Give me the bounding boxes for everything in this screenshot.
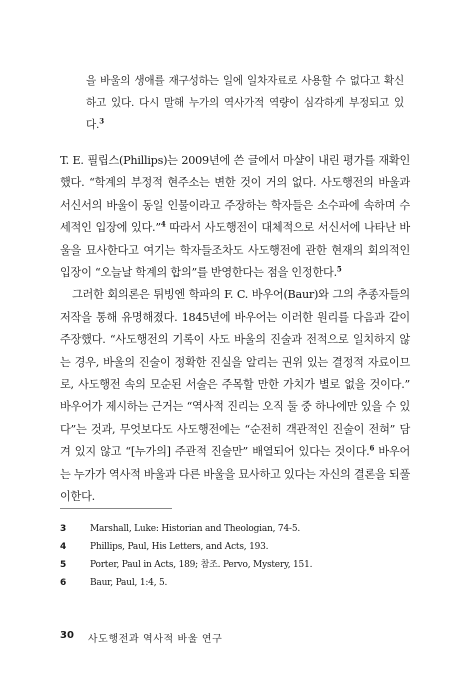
footnote-text: Marshall, Luke: Historian and Theologian, 74-5. bbox=[90, 524, 301, 534]
paragraph-2-text-a: 그러한 회의론은 튀빙엔 학파의 F. C. 바우어(Baur)와 그의 추종자들의 저작을 통해 유명해졌다. 1845년에 바우어는 이러한 원리를 다음과 같이 주장했다. “사도행전의 기록이 사도 바울의 진술과 전적으로 일치하지 않는 경우, 바울의 진술이 정확한 진실을 알리는 권위 있는 결정적 자료이므로, 사도행전 속의 모순된 서술은 주목할 만한 가치가 별로 없을 것이다.” 바우어가 제시하는 근거는 “역사적 진리는 오직 둘 중 하나에만 있을 수 있다”는 것과, 무엇보다도 사도행전에는 “순전히 객관적인 진술이 전혀” 담겨 있지 않고 “[누가의] 주관적 진술만” 배열되어 있다는 것이다. bbox=[60, 288, 410, 459]
paragraph-1-text-b: 따라서 사도행전이 대체적으로 서신서에 나타난 바울을 묘사한다고 여기는 학자들조차도 사도행전에 관한 현재의 회의적인 입장이 “오늘날 학계의 합의”를 반영한다는 점을 인정한다. bbox=[60, 221, 410, 280]
running-title: 사도행전과 역사적 바울 연구 bbox=[87, 634, 223, 645]
paragraph-1-text-a: T. E. 필립스(Phillips)는 2009년에 쓴 글에서 마샬이 내린 평가를 재확인했다. “학계의 부정적 현주소는 변한 것이 거의 없다. 사도행전의 바울과 서신서의 바울이 동일 인물이라고 주장하는 학자들은 소수파에 속하며 수세적인 입장에 있다.” bbox=[60, 154, 410, 235]
page-number: 30 bbox=[60, 630, 74, 641]
footnote-text: Phillips, Paul, His Letters, and Acts, 193. bbox=[90, 542, 269, 552]
footnote-number: 4 bbox=[60, 542, 67, 552]
paragraph-2-text-b: 바우어는 누가가 역사적 바울과 다른 바울을 묘사하고 있다는 자신의 결론을 되풀이한다. bbox=[60, 445, 411, 504]
page-footer bbox=[60, 630, 222, 645]
footnote-ref-6: 6 bbox=[369, 443, 375, 453]
footnote-item bbox=[60, 574, 410, 592]
footnote-text: Porter, Paul in Acts, 189; 참조. Pervo, Mystery, 151. bbox=[90, 560, 313, 570]
footnote-number: 3 bbox=[60, 524, 67, 534]
footnotes bbox=[60, 520, 410, 592]
footnote-item bbox=[60, 538, 410, 556]
footnote-ref-3: 3 bbox=[99, 116, 104, 126]
main-text bbox=[60, 150, 410, 509]
paragraph-2 bbox=[60, 284, 410, 508]
footnote-item bbox=[60, 556, 410, 574]
paragraph-1 bbox=[60, 150, 410, 284]
footnote-divider bbox=[60, 508, 172, 509]
block-quote bbox=[86, 70, 404, 136]
footnote-number: 6 bbox=[60, 578, 67, 588]
footnote-number: 5 bbox=[60, 560, 67, 570]
footnote-text: Baur, Paul, 1:4, 5. bbox=[90, 578, 168, 588]
footnote-ref-5: 5 bbox=[336, 264, 342, 274]
quote-text: 을 바울의 생애를 재구성하는 일에 일차자료로 사용할 수 없다고 확신하고 있다. 다시 말해 누가의 역사가적 역량이 심각하게 부정되고 있다. bbox=[86, 75, 404, 131]
footnote-item bbox=[60, 520, 410, 538]
footnote-ref-4: 4 bbox=[160, 219, 166, 229]
